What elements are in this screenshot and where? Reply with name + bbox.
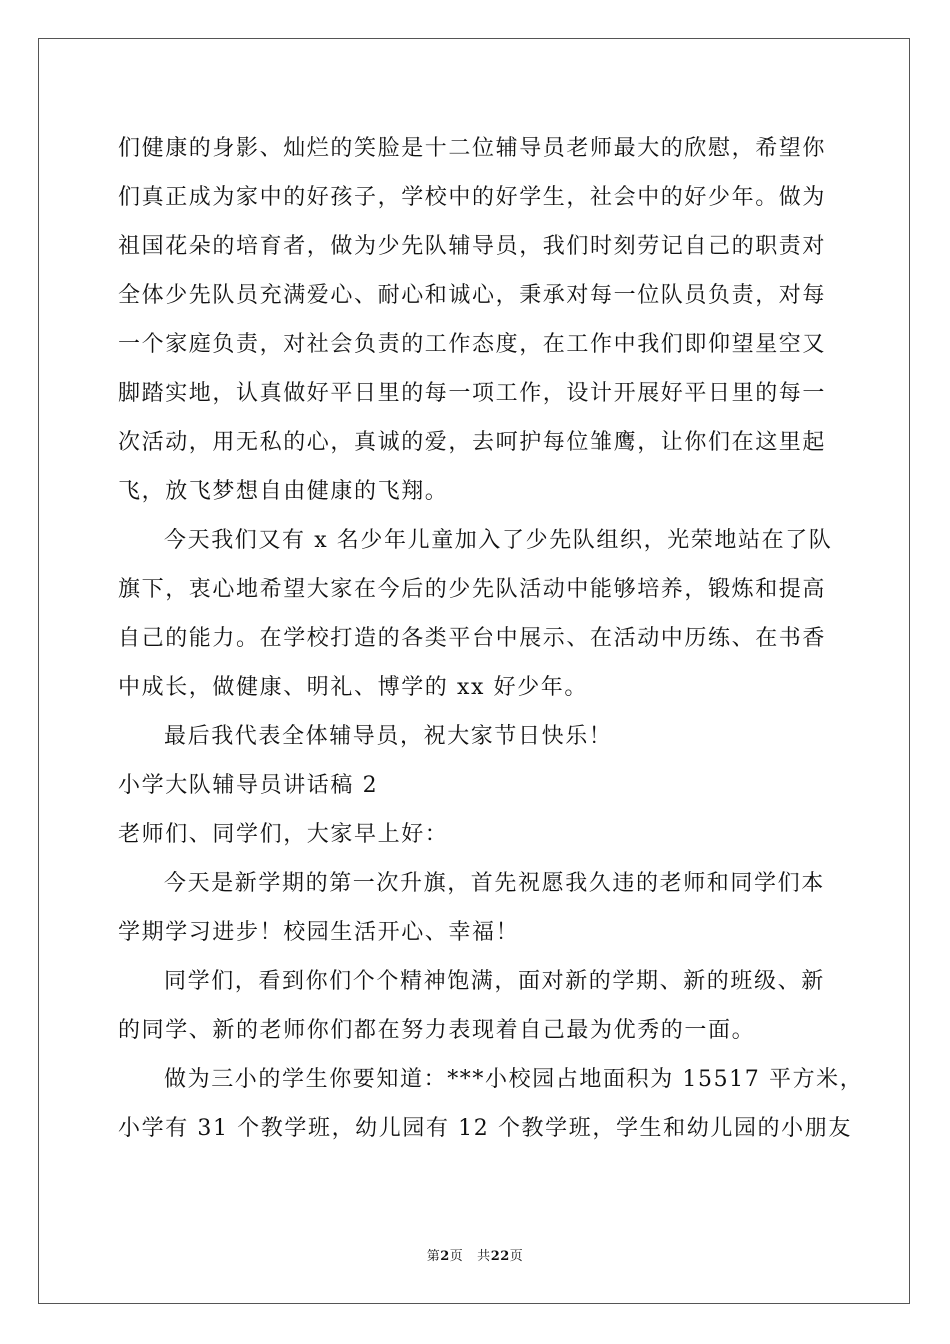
text-line: 祖国花朵的培育者，做为少先队辅导员，我们时刻劳记自己的职责对 [118,234,827,259]
page-footer [0,1245,950,1264]
text-line: 学期学习进步！校园生活开心、幸福！ [118,920,520,945]
text-line: 们真正成为家中的好孩子，学校中的好学生，社会中的好少年。做为 [118,185,827,210]
text-line: 一个家庭负责，对社会负责的工作态度，在工作中我们即仰望星空又 [118,332,827,357]
paragraph-start-line: 做为三小的学生你要知道：***小校园占地面积为 15517 平方米， [164,1067,864,1092]
page-suffix: 页 [449,1249,464,1264]
paragraph-start-line: 最后我代表全体辅导员，祝大家节日快乐！ [164,724,613,749]
text-line: 脚踏实地，认真做好平日里的每一项工作，设计开展好平日里的每一 [118,381,827,406]
total-prefix: 共 [477,1249,491,1264]
greeting-line: 老师们、同学们，大家早上好： [118,822,449,847]
paragraph-start-line: 今天是新学期的第一次升旗，首先祝愿我久违的老师和同学们本 [164,871,825,896]
text-line: 的同学、新的老师你们都在努力表现着自己最为优秀的一面。 [118,1018,756,1043]
total-suffix: 页 [509,1249,524,1264]
text-line: 中成长，做健康、明礼、博学的 xx 好少年。 [118,675,589,700]
text-line: 次活动，用无私的心，真诚的爱，去呵护每位雏鹰，让你们在这里起 [118,430,827,455]
document-body [118,124,864,1153]
section-title: 小学大队辅导员讲话稿 2 [118,773,379,798]
page-prefix: 第 [426,1249,441,1264]
text-line: 小学有 31 个教学班，幼儿园有 12 个教学班，学生和幼儿园的小朋友 [118,1116,852,1141]
page-number: 2 [440,1249,450,1264]
total-pages: 22 [490,1249,510,1264]
text-line: 自己的能力。在学校打造的各类平台中展示、在活动中历练、在书香 [118,626,827,651]
paragraph-start-line: 同学们，看到你们个个精神饱满，面对新的学期、新的班级、新 [164,969,825,994]
text-line: 们健康的身影、灿烂的笑脸是十二位辅导员老师最大的欣慰，希望你 [118,136,827,161]
text-line: 旗下，衷心地希望大家在今后的少先队活动中能够培养，锻炼和提高 [118,577,827,602]
paragraph-start-line: 今天我们又有 x 名少年儿童加入了少先队组织，光荣地站在了队 [164,528,833,553]
text-line: 全体少先队员充满爱心、耐心和诚心，秉承对每一位队员负责，对每 [118,283,827,308]
text-line: 飞，放飞梦想自由健康的飞翔。 [118,479,449,504]
